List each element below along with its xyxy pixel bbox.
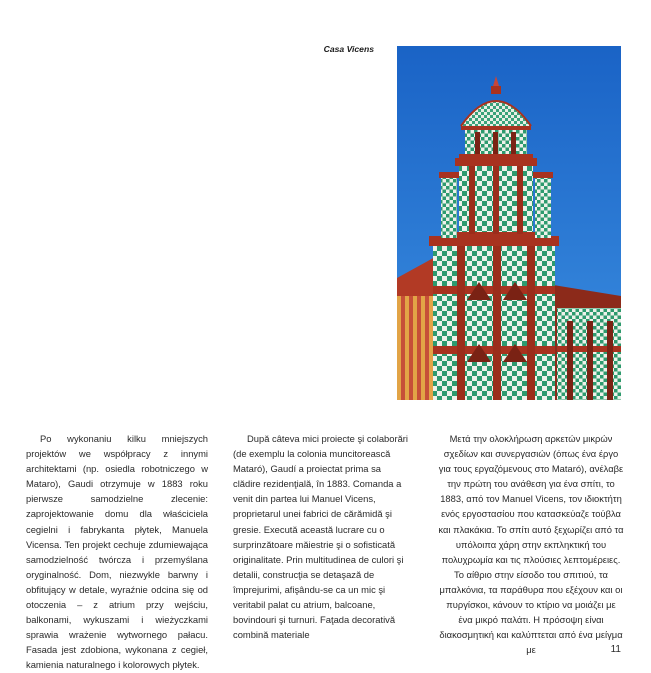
text-column-greek [438,431,624,657]
figure-caption: Casa Vicens [323,44,374,54]
text-column-polish [26,431,208,673]
text-column-romanian [233,431,411,642]
paragraph-polish: Po wykonaniu kilku mniejszych projektów we współpracy z innymi architektami (np. osiedla robotniczego w Mataro), Gaudi otrzymuje w 1883 roku pierwsze samodzielne zlecenie: zaprojektowanie domu dla właściciela cegielni i fabrykanta płytek, Manuela Vicensa. Ten projekt cechuje zdumiewająca samodzielność twórcza i przemyślana oryginalność. Dom, niezwykle barwny i obfitujący w detale, wyraźnie odcina się od otoczenia – z atrium przy wejściu, balkonami, wykuszami i wieżyczkami sprawia wrażenie wytwornego pałacu. Fasada jest zdobiona, wykonana z cegieł, kamienia naturalnego i kolorowych płytek. [26,433,208,671]
paragraph-greek: Μετά την ολοκλήρωση αρκετών μικρών σχεδίων και συνεργασιών (όπως ένα έργο για τους εργαζόμενους στο Mataró), ανέλαβε την πρώτη του ανάθεση για ένα σπίτι, το 1883, από τον Manuel Vicens, τον ιδιοκτήτη ενός εργοστασίου που κατασκεύαζε τούβλα και πλακάκια. Το σπίτι αυτό ξεχωρίζει από τα υπόλοιπα χάρη στην εκπληκτική του πολυχρωμία και τις πλούσιες λεπτομέρειες. Το αίθριο στην είσοδο του σπιτιού, τα μπαλκόνια, τα παράθυρα που εξέχουν και οι πυργίσκοι, κάνουν το κτίριο να μοιάζει με ένα μικρό παλάτι. Η πρόσοψη είναι διακοσμητική και καλύπτεται από ένα μείγμα με [438,433,624,656]
tower-illustration [397,46,621,400]
photo-casa-vicens [397,46,621,400]
page-number: 11 [610,644,621,655]
paragraph-romanian: După câteva mici proiecte şi colaborări (de exemplu la colonia muncitorească Mataró), Gaudí a proiectat prima sa clădire rezidenţială, în 1883. Comanda a venit din partea lui Manuel Vicens, proprietarul unei fabrici de cărămidă şi gresie. Execută această lucrare cu o surprinzătoare măiestrie şi o sofisticată originalitate. Prin multitudinea de culori şi detalii, construcţia se detaşază de împrejurimi, afişându-se ca un mic şi veritabil palat cu atrium, balcoane, bovindouri şi turnuri. Faţada decorativă combină materiale [233,433,409,641]
